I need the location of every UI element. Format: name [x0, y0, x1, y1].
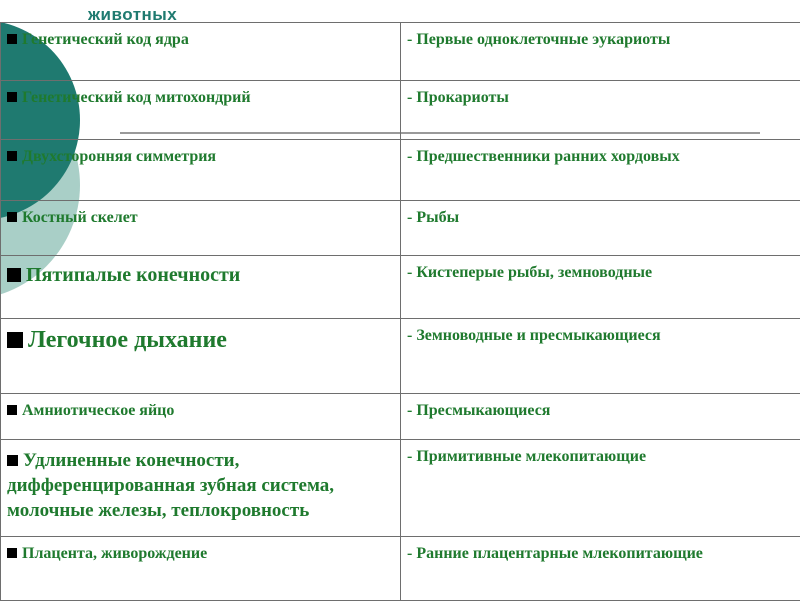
square-bullet-icon — [7, 212, 17, 222]
table-row — [1, 256, 800, 319]
group-cell: - Кистеперые рыбы, земноводные — [401, 256, 800, 319]
table-row — [1, 201, 800, 256]
slide-heading: животных — [88, 5, 177, 25]
trait-text: Амниотическое яйцо — [22, 402, 174, 419]
group-cell: - Рыбы — [401, 201, 800, 256]
group-cell: - Предшественники ранних хордовых — [401, 140, 800, 201]
table-row — [1, 319, 800, 394]
group-cell: - Примитивные млекопитающие — [401, 440, 800, 537]
group-text: Пресмыкающиеся — [416, 402, 550, 419]
table-row — [1, 23, 800, 81]
group-text: Кистеперые рыбы, земноводные — [416, 264, 652, 281]
table-row — [1, 440, 800, 537]
trait-cell — [1, 201, 401, 256]
trait-cell — [1, 440, 401, 537]
group-cell: - Земноводные и пресмыкающиеся — [401, 319, 800, 394]
square-bullet-icon — [7, 332, 23, 348]
group-text: Ранние плацентарные млекопитающие — [416, 545, 703, 562]
trait-text: Удлиненные конечности, дифференцированная зубная система, молочные железы, теплокровность — [7, 450, 334, 521]
group-cell: - Пресмыкающиеся — [401, 394, 800, 440]
table-row — [1, 537, 800, 601]
square-bullet-icon — [7, 92, 17, 102]
group-cell: - Прокариоты — [401, 81, 800, 140]
trait-text: Двухсторонняя симметрия — [22, 148, 216, 165]
trait-text: Пятипалые конечности — [26, 264, 240, 286]
group-text: Первые одноклеточные эукариоты — [416, 31, 670, 48]
group-text: Рыбы — [416, 209, 459, 226]
table-row — [1, 81, 800, 140]
trait-cell — [1, 140, 401, 201]
trait-cell — [1, 256, 401, 319]
trait-text: Плацента, живорождение — [22, 545, 207, 562]
square-bullet-icon — [7, 34, 17, 44]
square-bullet-icon — [7, 151, 17, 161]
square-bullet-icon — [7, 405, 17, 415]
trait-cell — [1, 537, 401, 601]
square-bullet-icon — [7, 268, 21, 282]
table-row — [1, 140, 800, 201]
group-cell: - Первые одноклеточные эукариоты — [401, 23, 800, 81]
square-bullet-icon — [7, 455, 18, 466]
trait-cell — [1, 394, 401, 440]
group-text: Предшественники ранних хордовых — [416, 148, 679, 165]
group-text: Земноводные и пресмыкающиеся — [416, 327, 660, 344]
group-cell: - Ранние плацентарные млекопитающие — [401, 537, 800, 601]
trait-text: Генетический код ядра — [22, 31, 189, 48]
group-text: Примитивные млекопитающие — [416, 448, 646, 465]
square-bullet-icon — [7, 548, 17, 558]
trait-text: Генетический код митохондрий — [22, 89, 251, 106]
trait-text: Легочное дыхание — [28, 327, 227, 353]
trait-cell — [1, 81, 401, 140]
trait-cell — [1, 23, 401, 81]
trait-text: Костный скелет — [22, 209, 138, 226]
group-text: Прокариоты — [416, 89, 509, 106]
table-row — [1, 394, 800, 440]
traits-table — [0, 22, 800, 601]
trait-cell — [1, 319, 401, 394]
